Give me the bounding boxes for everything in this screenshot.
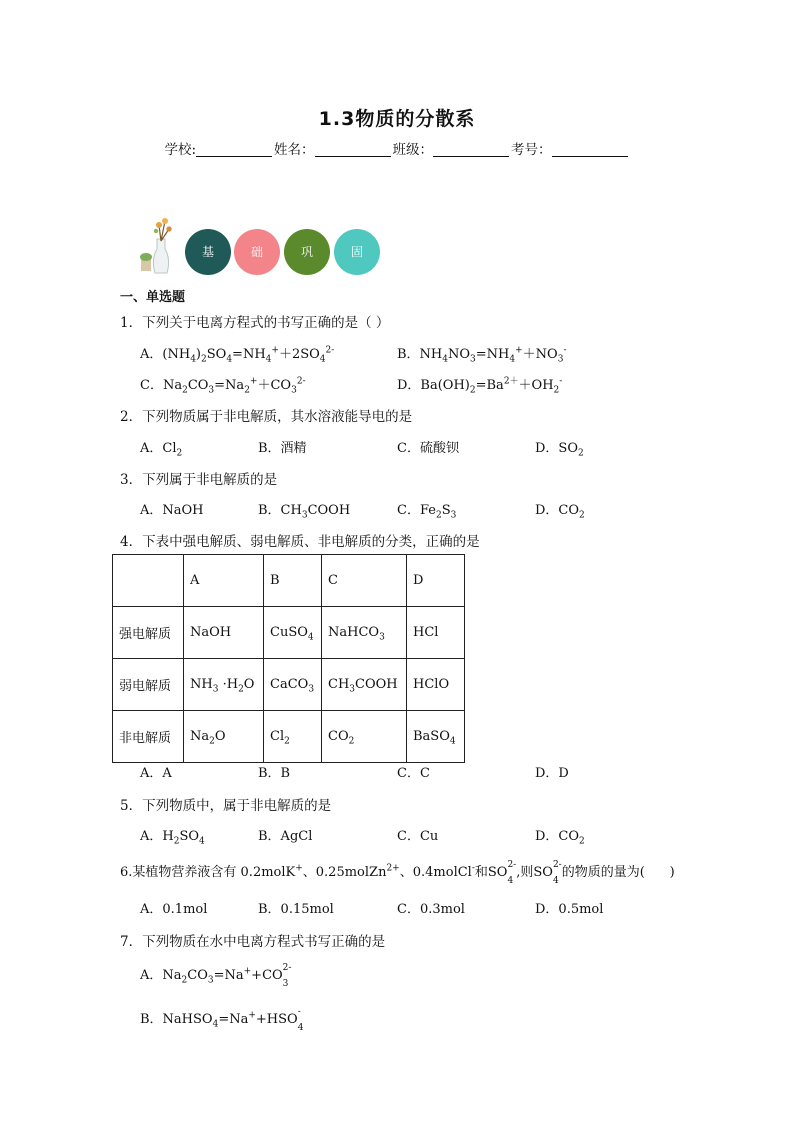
table-cell: $NH_3 \cdot H_2O$ [184,659,264,711]
table-cell: BaSO$_4$ [407,711,465,763]
q5-option-c[interactable]: C．Cu [397,829,439,844]
table-cell: NaOH [184,607,264,659]
question-3-stem: 3．下列属于非电解质的是 [120,472,278,488]
row-label: 非电解质 [113,711,184,763]
q1-option-c[interactable]: C．$Na_2CO_3=Na_2^++CO_3^{2-}$ [140,376,306,396]
school-blank[interactable] [196,142,272,157]
table-cell: $CO_2$ [322,711,407,763]
q3-option-a[interactable]: A．NaOH [140,503,204,518]
table-header-cell: D [407,555,465,607]
table-header-cell: C [322,555,407,607]
table-header-cell [113,555,184,607]
q4-option-c[interactable]: C．C [397,766,430,781]
q2-option-c[interactable]: C．硫酸钡 [397,441,459,456]
table-cell: CuSO$_4$ [264,607,322,659]
question-2-stem: 2．下列物质属于非电解质，其水溶液能导电的是 [120,409,413,425]
q4-option-d[interactable]: D．D [535,766,569,781]
class-blank[interactable] [433,142,509,157]
table-header-cell: B [264,555,322,607]
table-cell: CaCO$_3$ [264,659,322,711]
section-heading: 一、单选题 [120,290,186,305]
row-label: 弱电解质 [113,659,184,711]
q6-option-d[interactable]: D．0.5mol [535,902,604,917]
page-title: 1.3物质的分散系 [318,108,476,130]
q3-option-b[interactable]: B．$CH_3COOH$ [258,503,351,521]
q4-option-a[interactable]: A．A [140,766,172,781]
q3-option-d[interactable]: D．$CO_2$ [535,503,585,521]
name-label: 姓名： [274,142,315,158]
question-1-stem: 1．下列关于电离方程式的书写正确的是（ ） [120,315,390,331]
student-info-line [0,138,794,158]
q1-option-d[interactable]: D．$Ba(OH)_2=Ba^{2+}+OH_2^-$ [397,376,563,396]
question-6-stem: 6.某植物营养液含有 0.2molK+、0.25molZn$^{2+}$、0.4molCl-和$SO^{2-}$ $_4$,则$SO^{2-}$ $_4$的物质的量为( ) [120,860,675,886]
q5-option-b[interactable]: B．AgCl [258,829,313,844]
table-row [113,659,465,711]
q6-option-c[interactable]: C．0.3mol [397,902,465,917]
table-cell: HCl [407,607,465,659]
table-header-cell: A [184,555,264,607]
q6-option-b[interactable]: B．0.15mol [258,902,334,917]
q5-option-a[interactable]: A．$H_2SO_4$ [140,829,205,847]
plant-vase-icon [137,215,177,275]
question-5-stem: 5．下列物质中，属于非电解质的是 [120,798,332,814]
class-label: 班级： [392,142,434,158]
question-4-stem: 4．下表中强电解质、弱电解质、非电解质的分类，正确的是 [120,534,480,550]
school-label: 学校: [164,142,197,158]
q2-option-d[interactable]: D．$SO_2$ [535,441,584,459]
table-cell: $CH_3COOH$ [322,659,407,711]
table-cell: $Na_2O$ [184,711,264,763]
q1-option-a[interactable]: A．$(NH_4)_2SO_4=NH_4^++2SO_4^{2-}$ [140,345,335,365]
badge-ji: 基 [185,229,231,275]
table-cell: HClO [407,659,465,711]
q1-option-b[interactable]: B．$NH_4NO_3=NH_4^++NO_3^-$ [397,345,567,365]
badge-chu: 础 [234,229,280,275]
row-label: 强电解质 [113,607,184,659]
badge-gong: 巩 [284,229,330,275]
q7-option-a[interactable]: A．$Na_2CO_3=Na^++CO^{2-}$ $_3$ [140,963,292,989]
table-cell: $Cl_2$ [264,711,322,763]
question-7-stem: 7．下列物质在水中电离方程式书写正确的是 [120,934,386,950]
number-blank[interactable] [552,142,628,157]
q2-option-b[interactable]: B．酒精 [258,441,307,456]
table-row [113,711,465,763]
q2-option-a[interactable]: A．$Cl_2$ [140,441,183,459]
q5-option-d[interactable]: D．$CO_2$ [535,829,585,847]
name-blank[interactable] [315,142,391,157]
badge-gu: 固 [334,229,380,275]
q3-option-c[interactable]: C．$Fe_2S_3$ [397,503,457,521]
table-cell: NaHCO$_3$ [322,607,407,659]
table-row [113,607,465,659]
q7-option-b[interactable]: B．NaHSO$_4$=Na++HSO- $_4$ [140,1007,304,1033]
table-row [113,555,465,607]
q4-option-b[interactable]: B．B [258,766,291,781]
q6-option-a[interactable]: A．0.1mol [140,902,208,917]
classification-table [112,554,465,763]
number-label: 考号： [511,142,552,158]
